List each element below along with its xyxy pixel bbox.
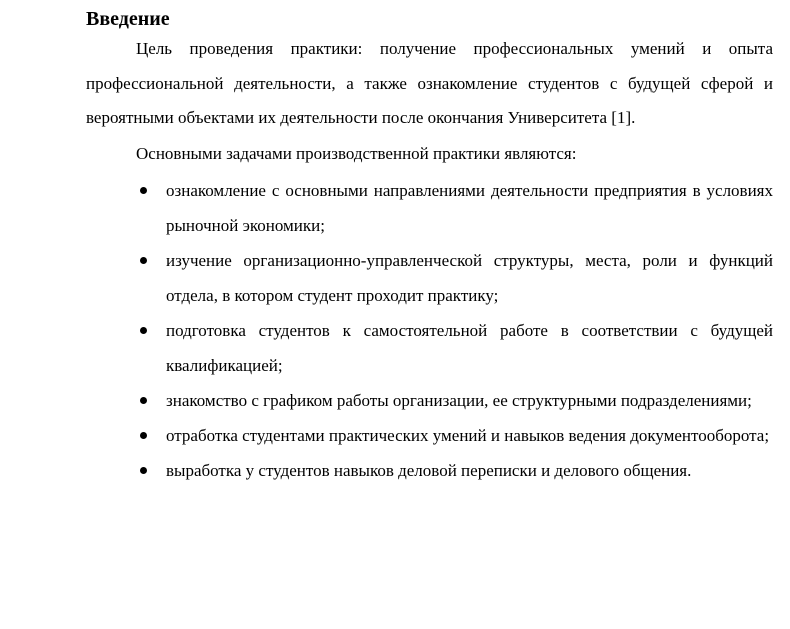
list-item-text: отработка студентами практических умений и навыков ведения документооборота; xyxy=(166,426,770,445)
list-item xyxy=(86,453,773,488)
list-item xyxy=(86,418,773,453)
bullet-icon xyxy=(140,257,147,264)
section-heading: Введение xyxy=(86,8,170,30)
list-item-text: подготовка студентов к самостоятельной работе в соответствии с будущей квалификацией; xyxy=(166,321,773,375)
tasks-list xyxy=(86,173,773,488)
list-item-text: выработка у студентов навыков деловой переписки и делового общения. xyxy=(166,461,692,480)
bullet-icon xyxy=(140,432,147,439)
list-item xyxy=(86,173,773,243)
list-item xyxy=(86,243,773,313)
bullet-icon xyxy=(140,467,147,474)
list-item-text: знакомство с графиком работы организации, ее структурными подразделениями; xyxy=(166,391,752,410)
intro-paragraph: Цель проведения практики: получение профессиональных умений и опыта профессиональной деятельности, а также ознакомление студентов с будущей сферой и вероятными объектами их деятельности после окончания Университета [1]. xyxy=(86,39,773,127)
document-page xyxy=(86,0,773,488)
list-item xyxy=(86,313,773,383)
bullet-icon xyxy=(140,187,147,194)
list-item xyxy=(86,383,773,418)
list-item-text: изучение организационно-управленческой структуры, места, роли и функций отдела, в котором студент проходит практику; xyxy=(166,251,773,305)
tasks-intro-paragraph: Основными задачами производственной практики являются: xyxy=(136,143,577,163)
bullet-icon xyxy=(140,397,147,404)
list-item-text: ознакомление с основными направлениями деятельности предприятия в условиях рыночной экономики; xyxy=(166,181,773,235)
bullet-icon xyxy=(140,327,147,334)
